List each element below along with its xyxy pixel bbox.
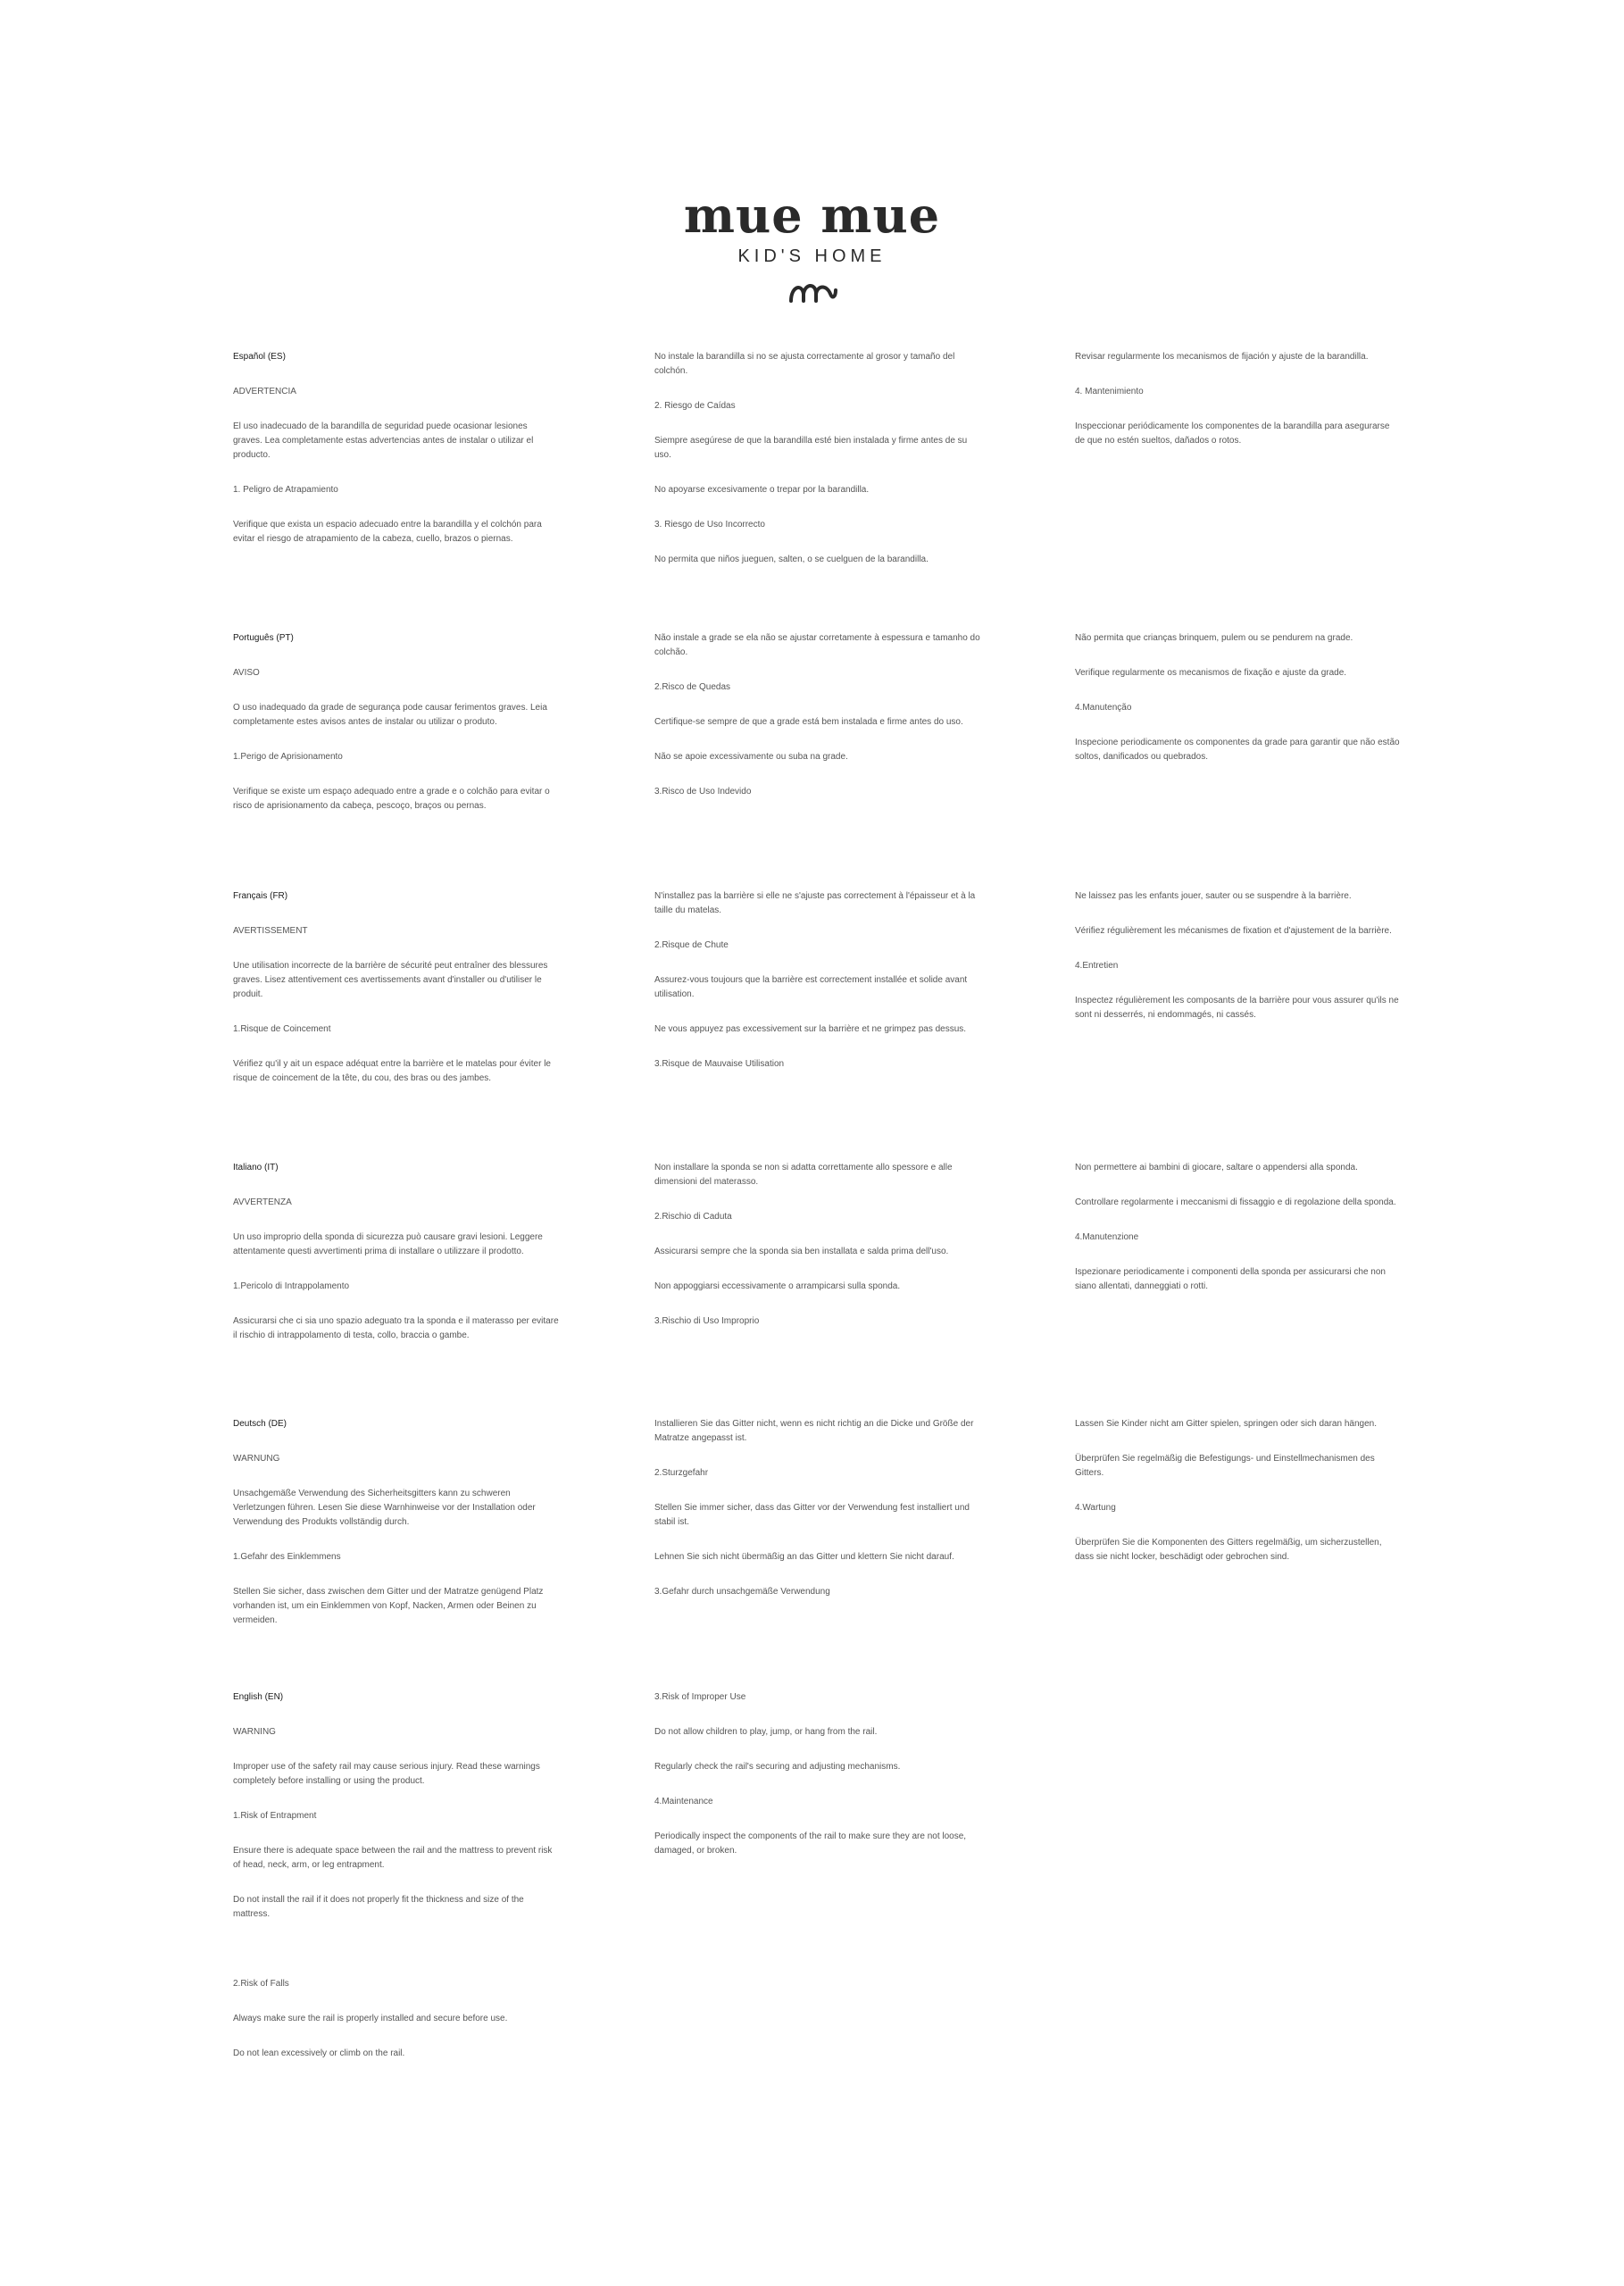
instruction-paragraph: Do not allow children to play, jump, or hang from the rail. [654,1727,878,1737]
instruction-paragraph: 3.Rischio di Uso Improprio [654,1316,760,1326]
instruction-paragraph: Ispezionare periodicamente i componenti della sponda per assicurarsi che non siano allentati, danneggiati o rotti. [1075,1267,1386,1291]
section-3-column-1 [233,889,559,1106]
instruction-paragraph: 4.Maintenance [654,1797,713,1806]
instruction-paragraph: 1. Peligro de Atrapamiento [233,485,338,495]
instruction-paragraph: 3.Risco de Uso Indevido [654,787,752,797]
instruction-paragraph: 1.Perigo de Aprisionamento [233,752,343,762]
instruction-paragraph: 4.Manutenção [1075,703,1132,713]
instruction-paragraph: Vérifiez régulièrement les mécanismes de fixation et d'ajustement de la barrière. [1075,926,1392,936]
section-5-column-2 [654,1417,980,1620]
language-heading: Deutsch (DE) [233,1419,287,1429]
language-heading: Español (ES) [233,352,286,362]
instruction-paragraph: El uso inadecuado de la barandilla de seguridad puede ocasionar lesiones graves. Lea completamente estas advertencias antes de instalar o utilizar el producto. [233,421,534,460]
instruction-paragraph: 3.Gefahr durch unsachgemäße Verwendung [654,1587,830,1597]
instruction-paragraph: 2.Rischio di Caduta [654,1212,732,1222]
instruction-paragraph: 4.Manutenzione [1075,1232,1139,1242]
instruction-paragraph: Assicurarsi che ci sia uno spazio adeguato tra la sponda e il materasso per evitare il rischio di intrappolamento di testa, collo, braccia o gambe. [233,1316,559,1340]
brand-mark-icon [786,274,839,309]
section-1-column-1 [233,350,559,567]
instruction-paragraph: 3.Risque de Mauvaise Utilisation [654,1059,785,1069]
instruction-paragraph: Lassen Sie Kinder nicht am Gitter spielen, springen oder sich daran hängen. [1075,1419,1377,1429]
brand-name: mue mue [683,187,941,244]
instruction-paragraph: Assicurarsi sempre che la sponda sia ben installata e salda prima dell'uso. [654,1247,949,1256]
instruction-paragraph: Controllare regolarmente i meccanismi di fissaggio e di regolazione della sponda. [1075,1197,1396,1207]
instruction-paragraph: 2.Sturzgefahr [654,1468,709,1478]
instruction-paragraph: Installieren Sie das Gitter nicht, wenn es nicht richtig an die Dicke und Größe der Matratze angepasst ist. [654,1419,974,1443]
section-1-column-3 [1075,350,1401,469]
language-heading: Français (FR) [233,891,288,901]
section-5-column-3 [1075,1417,1401,1585]
instruction-paragraph: Do not lean excessively or climb on the rail. [233,2048,405,2058]
instruction-paragraph: Certifique-se sempre de que a grade está bem instalada e firme antes do uso. [654,717,963,727]
instruction-paragraph: Não se apoie excessivamente ou suba na grade. [654,752,848,762]
instruction-paragraph: Não permita que crianças brinquem, pulem ou se pendurem na grade. [1075,633,1353,643]
instruction-paragraph: Un uso improprio della sponda di sicurezza può causare gravi lesioni. Leggere attentamente questi avvertimenti prima di installare o utilizzare il prodotto. [233,1232,543,1256]
instruction-paragraph: 1.Risque de Coincement [233,1024,331,1034]
instruction-paragraph: N'installez pas la barrière si elle ne s'ajuste pas correctement à l'épaisseur et à la taille du matelas. [654,891,976,915]
instruction-paragraph: AVVERTENZA [233,1197,292,1207]
instruction-paragraph: Assurez-vous toujours que la barrière est correctement installée et solide avant utilisation. [654,975,968,999]
instruction-paragraph: Überprüfen Sie die Komponenten des Gitters regelmäßig, um sicherzustellen, dass sie nicht locker, beschädigt oder gebrochen sind. [1075,1538,1382,1562]
section-3-column-3 [1075,889,1401,1043]
instruction-paragraph: Revisar regularmente los mecanismos de fijación y ajuste de la barandilla. [1075,352,1369,362]
instruction-paragraph: 1.Risk of Entrapment [233,1811,317,1821]
instruction-paragraph: 3.Risk of Improper Use [654,1692,746,1702]
brand-logo [0,188,1624,309]
instruction-paragraph: Unsachgemäße Verwendung des Sicherheitsgitters kann zu schweren Verletzungen führen. Lesen Sie diese Warnhinweise vor der Installation oder Verwendung des Produkts vollständig durch. [233,1489,536,1527]
instruction-paragraph: Ne vous appuyez pas excessivement sur la barrière et ne grimpez pas dessus. [654,1024,967,1034]
instruction-paragraph: WARNUNG [233,1454,280,1464]
instruction-paragraph: 1.Gefahr des Einklemmens [233,1552,341,1562]
brand-tagline: KID'S HOME [737,246,887,266]
instruction-paragraph: Stellen Sie sicher, dass zwischen dem Gitter und der Matratze genügend Platz vorhanden ist, um ein Einklemmen von Kopf, Nacken, Armen oder Beinen zu vermeiden. [233,1587,544,1625]
instruction-paragraph: Ensure there is adequate space between the rail and the mattress to prevent risk of head, neck, arm, or leg entrapment. [233,1846,553,1870]
instruction-paragraph: Do not install the rail if it does not properly fit the thickness and size of the mattress. [233,1895,524,1919]
instruction-paragraph: Vérifiez qu'il y ait un espace adéquat entre la barrière et le matelas pour éviter le risque de coincement de la tête, du cou, des bras ou des jambes. [233,1059,551,1083]
instruction-paragraph: Inspectez régulièrement les composants de la barrière pour vous assurer qu'ils ne sont ni desserrés, ni endommagés, ni cassés. [1075,996,1399,1020]
instruction-paragraph: Inspeccionar periódicamente los componentes de la barandilla para asegurarse de que no estén sueltos, dañados o rotos. [1075,421,1390,446]
instruction-paragraph: 3. Riesgo de Uso Incorrecto [654,520,765,530]
section-6-column-1 [233,1690,559,2082]
instruction-paragraph: Siempre asegúrese de que la barandilla esté bien instalada y firme antes de su uso. [654,436,968,460]
instruction-paragraph: 2. Riesgo de Caídas [654,401,736,411]
instruction-paragraph: Always make sure the rail is properly installed and secure before use. [233,2014,508,2023]
instruction-paragraph: Non permettere ai bambini di giocare, saltare o appendersi alla sponda. [1075,1163,1358,1172]
instruction-paragraph: AVERTISSEMENT [233,926,308,936]
instruction-paragraph: 4.Entretien [1075,961,1119,971]
instruction-paragraph: No apoyarse excesivamente o trepar por la barandilla. [654,485,870,495]
instruction-paragraph: 4. Mantenimiento [1075,387,1144,396]
instruction-paragraph: Non installare la sponda se non si adatta correttamente allo spessore e alle dimensioni del materasso. [654,1163,953,1187]
section-5-column-1 [233,1417,559,1648]
language-heading: Italiano (IT) [233,1163,279,1172]
instruction-paragraph: 4.Wartung [1075,1503,1116,1513]
instruction-paragraph: Stellen Sie immer sicher, dass das Gitter vor der Verwendung fest installiert und stabil ist. [654,1503,970,1527]
language-heading: Português (PT) [233,633,294,643]
instruction-paragraph: Une utilisation incorrecte de la barrière de sécurité peut entraîner des blessures graves. Lisez attentivement ces avertissements avant d'installer ou d'utiliser le produit. [233,961,548,999]
instruction-paragraph: Não instale a grade se ela não se ajustar corretamente à espessura e tamanho do colchão. [654,633,980,657]
section-4-column-1 [233,1161,559,1364]
instruction-paragraph: Improper use of the safety rail may cause serious injury. Read these warnings completely before installing or using the product. [233,1762,540,1786]
instruction-paragraph: Inspecione periodicamente os componentes da grade para garantir que não estão soltos, danificados ou quebrados. [1075,738,1400,762]
section-2-column-2 [654,631,980,820]
instruction-paragraph: WARNING [233,1727,276,1737]
section-3-column-2 [654,889,980,1092]
instruction-paragraph: Verifique que exista un espacio adecuado entre la barandilla y el colchón para evitar el riesgo de atrapamiento de la cabeza, cuello, brazos o piernas. [233,520,542,544]
instruction-paragraph: Überprüfen Sie regelmäßig die Befestigungs- und Einstellmechanismen des Gitters. [1075,1454,1375,1478]
instruction-paragraph: 2.Risco de Quedas [654,682,731,692]
instruction-paragraph: Verifique regularmente os mecanismos de fixação e ajuste da grade. [1075,668,1347,678]
instruction-paragraph: No instale la barandilla si no se ajusta correctamente al grosor y tamaño del colchón. [654,352,955,376]
instruction-paragraph: Verifique se existe um espaço adequado entre a grade e o colchão para evitar o risco de aprisionamento da cabeça, pescoço, braços ou pernas. [233,787,550,811]
instruction-paragraph: ADVERTENCIA [233,387,296,396]
section-2-column-3 [1075,631,1401,785]
instruction-paragraph: 2.Risque de Chute [654,940,729,950]
instruction-paragraph: 2.Risk of Falls [233,1979,289,1989]
section-1-column-2 [654,350,980,588]
section-2-column-1 [233,631,559,834]
section-6-column-2 [654,1690,980,1879]
instruction-paragraph: O uso inadequado da grade de segurança pode causar ferimentos graves. Leia completamente estes avisos antes de instalar ou utilizar o produto. [233,703,547,727]
instruction-paragraph [233,1942,559,1956]
instruction-paragraph: No permita que niños jueguen, salten, o se cuelguen de la barandilla. [654,555,929,564]
instruction-paragraph: Periodically inspect the components of the rail to make sure they are not loose, damaged, or broken. [654,1831,967,1856]
instruction-paragraph: Ne laissez pas les enfants jouer, sauter ou se suspendre à la barrière. [1075,891,1352,901]
section-4-column-2 [654,1161,980,1349]
instruction-paragraph: AVISO [233,668,260,678]
instruction-paragraph: Regularly check the rail's securing and adjusting mechanisms. [654,1762,901,1772]
language-heading: English (EN) [233,1692,284,1702]
instruction-paragraph: Non appoggiarsi eccessivamente o arrampicarsi sulla sponda. [654,1281,901,1291]
section-4-column-3 [1075,1161,1401,1314]
instruction-paragraph: 1.Pericolo di Intrappolamento [233,1281,350,1291]
instruction-paragraph: Lehnen Sie sich nicht übermäßig an das Gitter und klettern Sie nicht darauf. [654,1552,954,1562]
